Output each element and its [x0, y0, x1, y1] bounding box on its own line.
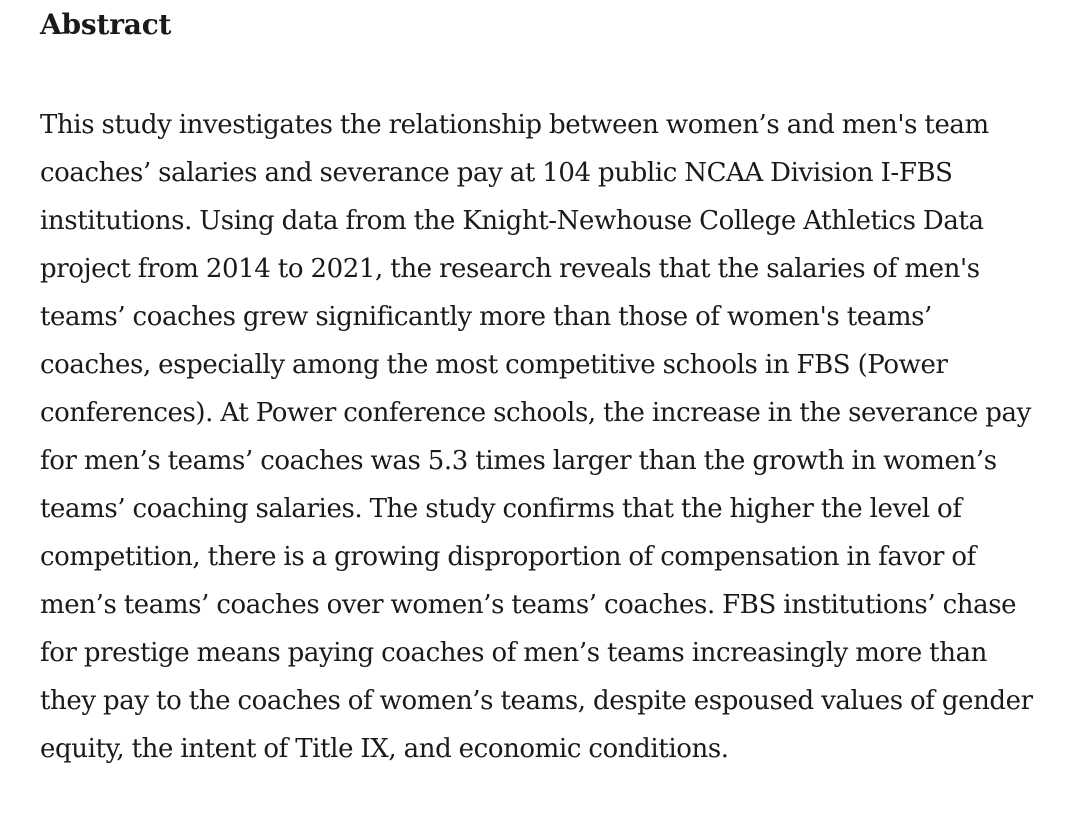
- abstract-section: [40, 0, 1048, 773]
- abstract-heading: Abstract: [40, 8, 172, 41]
- abstract-text: This study investigates the relationship between women’s and men's team coaches’ salaries and severance pay at 104 public NCAA Division I-FBS institutions. Using data from the Knight-Newhouse College Athletics Data project from 2014 to 2021, the research reveals that the salaries of men's teams’ coaches grew significantly more than those of women's teams’ coaches, especially among the most competitive schools in FBS (Power conferences). At Power conference schools, the increase in the severance pay for men’s teams’ coaches was 5.3 times larger than the growth in women’s teams’ coaching salaries. The study confirms that the higher the level of competition, there is a growing disproportion of compensation in favor of men’s teams’ coaches over women’s teams’ coaches. FBS institutions’ chase for prestige means paying coaches of men’s teams increasingly more than they pay to the coaches of women’s teams, despite espoused values of gender equity, the intent of Title IX, and economic conditions.: [40, 110, 1033, 764]
